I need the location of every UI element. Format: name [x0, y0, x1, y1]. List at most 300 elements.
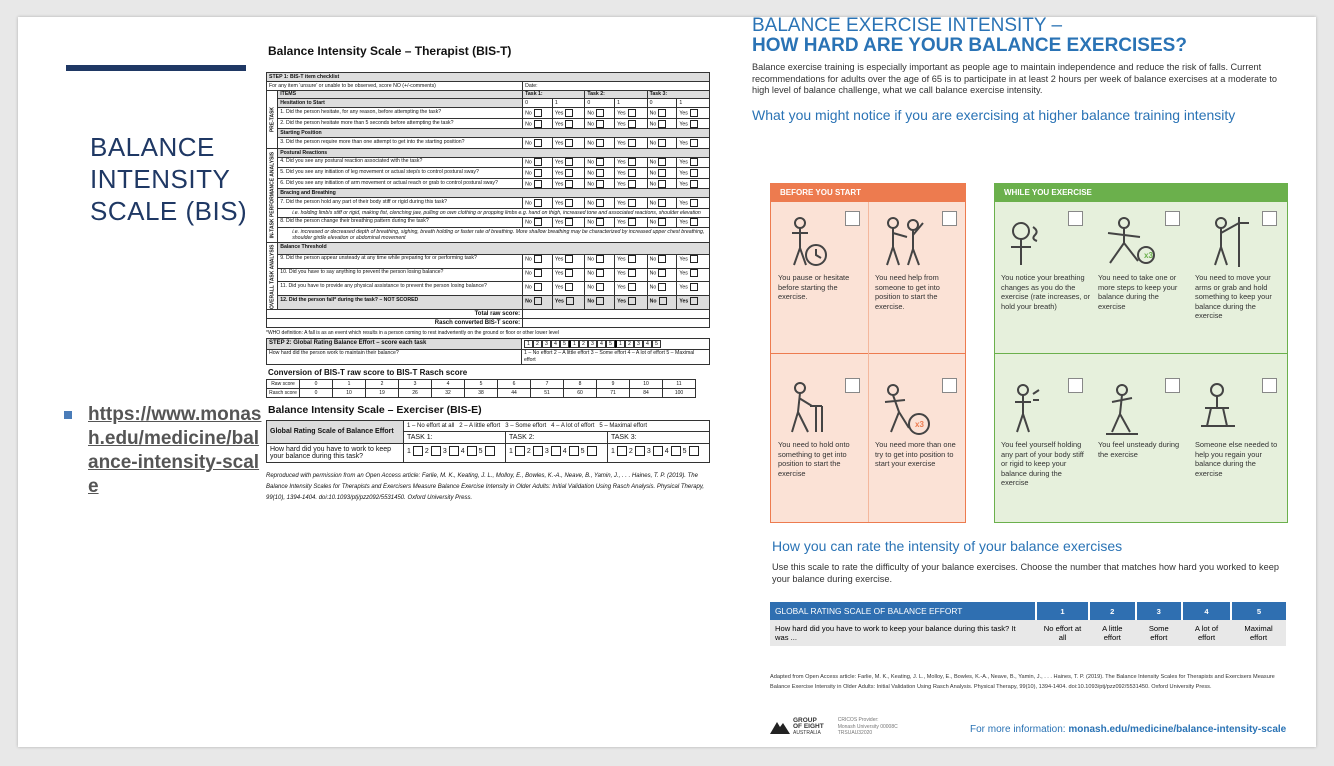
yes-checkbox[interactable] [615, 157, 647, 168]
question-text: 11. Did you have to provide any physical assistance to prevent the person losing balance? [278, 282, 523, 296]
no-label: No [649, 140, 657, 147]
no-label: No [649, 298, 657, 305]
yes-label: Yes [617, 256, 626, 263]
question-text: 10. Did you have to say anything to prevent the person losing balance? [278, 268, 523, 282]
no-label: No [587, 284, 595, 291]
yes-checkbox[interactable] [552, 157, 584, 168]
bis-t-checklist [266, 72, 710, 328]
effort-number: 1 [407, 447, 411, 455]
yes-checkbox[interactable] [615, 168, 647, 179]
no-checkbox[interactable] [585, 178, 615, 189]
effort-checkbox[interactable] [671, 446, 681, 456]
no-label: No [525, 110, 532, 117]
no-checkbox[interactable] [523, 268, 553, 282]
score-box[interactable]: 2 [579, 340, 588, 348]
yes-checkbox[interactable] [677, 157, 710, 168]
yes-checkbox[interactable] [552, 296, 584, 310]
yes-checkbox[interactable] [677, 168, 710, 179]
effort-checkbox[interactable] [551, 446, 561, 456]
yes-checkbox[interactable] [677, 217, 710, 228]
indicator-text: You feel unsteady during the exercise [1098, 440, 1180, 459]
yes-checkbox[interactable] [552, 178, 584, 189]
tick-box[interactable] [845, 378, 860, 393]
scale-1: 1 – No effort at all [407, 422, 455, 429]
rasch-cell: 100 [663, 388, 696, 397]
yes-label: Yes [679, 219, 688, 226]
slide-title [90, 131, 270, 227]
indicator-text: You feel yourself holding any part of your body stiff or rigid to keep your balance during the exercise [1001, 440, 1084, 487]
score-box[interactable]: 2 [625, 340, 634, 348]
yes-label: Yes [554, 219, 564, 226]
no-checkbox[interactable] [585, 168, 615, 179]
tick-box[interactable] [942, 211, 957, 226]
scale-4: 4 – A lot of effort [551, 422, 595, 429]
group-label-in: IN-TASK PERFORMANCE ANALYSIS [267, 148, 278, 242]
no-label: No [587, 159, 595, 166]
title-line: SCALE (BIS) [90, 196, 248, 226]
no-label: No [525, 180, 532, 187]
no-checkbox[interactable] [585, 217, 615, 228]
before-header: BEFORE YOU START [771, 184, 965, 202]
score-box[interactable]: 4 [551, 340, 560, 348]
more-info-label: For more information: [970, 724, 1066, 735]
task1-boxes[interactable] [404, 443, 506, 462]
scale-title: GLOBAL RATING SCALE OF BALANCE EFFORT [775, 606, 963, 616]
effort-checkbox[interactable] [449, 446, 459, 456]
score-box[interactable]: 3 [542, 340, 551, 348]
while-header: WHILE YOU EXERCISE [995, 184, 1287, 202]
effort-number: 3 [646, 447, 651, 455]
yes-label: Yes [679, 159, 688, 166]
q8-examples: i.e. increased or decreased depth of breathing, sighing, breath holding or faster rate of breathing. More shallow breathing may be characterized by increased upper chest breathing, shoulder girdle elevation or abdominal movement [278, 228, 710, 243]
no-checkbox[interactable] [523, 168, 553, 179]
effort-number: 5 [682, 447, 687, 455]
step2-score-boxes [522, 338, 710, 349]
yes-checkbox[interactable] [677, 282, 710, 296]
yes-checkbox[interactable] [615, 254, 647, 268]
raw-cell: 2 [366, 379, 399, 388]
indicator-item [1098, 380, 1188, 459]
yes-label: Yes [679, 120, 688, 127]
score-box[interactable]: 1 [524, 340, 533, 348]
no-checkbox[interactable] [647, 254, 677, 268]
indicator-item [778, 380, 868, 478]
more-info-link[interactable]: monash.edu/medicine/balance-intensity-scale [1068, 724, 1287, 735]
no-label: No [525, 120, 532, 127]
col-zero: 0 [647, 99, 677, 108]
table-row [267, 318, 710, 327]
tick-box[interactable] [942, 378, 957, 393]
no-checkbox[interactable] [647, 118, 677, 129]
yes-checkbox[interactable] [677, 118, 710, 129]
no-checkbox[interactable] [523, 296, 553, 310]
yes-checkbox[interactable] [615, 118, 647, 129]
no-label: No [525, 170, 532, 177]
tick-box[interactable] [1262, 211, 1277, 226]
no-label: No [587, 200, 595, 207]
question-text: 9. Did the person appear unsteady at any time while preparing for or performing task? [278, 254, 523, 268]
no-checkbox[interactable] [647, 168, 677, 179]
effort-number: 3 [442, 447, 447, 455]
info-intro: Balance exercise training is especially important as people age to maintain independence and reduce the risk of falls. Current recommendations for adults over the age of 65 is to participate in at least 2 hours per week of balance exercises at a moderate to high level of balance challenge, what we call balance exercise intensity. [752, 62, 1278, 95]
more-info [970, 724, 1286, 735]
items-header: ITEMS [278, 90, 523, 99]
no-checkbox[interactable] [585, 296, 615, 310]
no-checkbox[interactable] [523, 138, 553, 149]
yes-checkbox[interactable] [677, 198, 710, 209]
question-text: 12. Did the person fall* during the task? – NOT SCORED [278, 296, 523, 310]
yes-label: Yes [554, 298, 564, 305]
no-checkbox[interactable] [523, 118, 553, 129]
figure-icon [778, 213, 868, 273]
bis-document [266, 44, 716, 504]
tick-box[interactable] [1068, 211, 1083, 226]
yes-checkbox[interactable] [615, 217, 647, 228]
adapted-reference: Adapted from Open Access article: Farlie, M. K., Keating, J. L., Molloy, E., Bowles, K.-A., Neave, B., Yamin, J., . . . Haines, T. P. (2019). The Balance Intensity Scales for Therapists and Exercisers Measure Balance Exercise Intensity in Older Adults: Initial Validation Using Rasch Analysis. Physical Therapy, 99(10), 1394-1404. doi:10.1093/ptj/pzz092/5531450. Oxford University Press. [770, 674, 1275, 690]
table-row [267, 90, 710, 99]
section-hesitation: Hesitation to Start [278, 99, 523, 108]
logo-text: OF EIGHT [793, 722, 824, 730]
yes-checkbox[interactable] [552, 198, 584, 209]
no-label: No [587, 110, 595, 117]
yes-label: Yes [617, 219, 626, 226]
figure-icon [1098, 213, 1188, 273]
score-box[interactable]: 1 [615, 340, 625, 348]
step2-table [266, 338, 710, 365]
rasch-cell: 38 [465, 388, 498, 397]
no-label: No [649, 219, 657, 226]
go8-logo [770, 717, 898, 737]
yes-checkbox[interactable] [615, 198, 647, 209]
effort-checkbox[interactable] [515, 446, 525, 456]
indicator-item [1195, 213, 1285, 321]
no-label: No [587, 298, 595, 305]
rasch-label: Rasch score [267, 388, 300, 397]
yes-checkbox[interactable] [615, 268, 647, 282]
table-row [267, 268, 710, 282]
cricos-text: Monash University 00008C [837, 723, 898, 730]
no-label: No [587, 270, 595, 277]
no-checkbox[interactable] [523, 217, 553, 228]
scale-2: 2 – A little effort [459, 422, 501, 429]
table-row [267, 254, 710, 268]
yes-checkbox[interactable] [615, 178, 647, 189]
yes-label: Yes [679, 200, 688, 207]
effort-number: 3 [544, 447, 549, 455]
table-row [267, 138, 710, 149]
raw-cell: 10 [630, 379, 663, 388]
table-row [267, 310, 710, 319]
conversion-table [266, 379, 696, 398]
yes-checkbox[interactable] [552, 217, 584, 228]
no-checkbox[interactable] [585, 108, 615, 119]
yes-label: Yes [679, 140, 688, 147]
infographic [752, 16, 1282, 131]
question-text: 8. Did the person change their breathing pattern during the task? [278, 217, 523, 228]
score-box[interactable]: 5 [652, 340, 661, 348]
tick-box[interactable] [1165, 378, 1180, 393]
effort-number: 2 [526, 447, 531, 455]
cricos-text: TRSUAU32020 [837, 730, 873, 736]
no-checkbox[interactable] [647, 178, 677, 189]
yes-label: Yes [679, 256, 688, 263]
effort-checkbox[interactable] [635, 446, 645, 456]
yes-label: Yes [617, 110, 626, 117]
no-label: No [649, 200, 657, 207]
effort-checkbox[interactable] [413, 446, 423, 456]
score-box[interactable]: 3 [588, 340, 597, 348]
score-box[interactable]: 2 [533, 340, 542, 348]
yes-label: Yes [554, 170, 564, 177]
bis-website-link[interactable]: https://www.monash.edu/medicine/balance-intensity-scale [88, 404, 262, 497]
indicator-text: You need help from someone to get into position to start the exercise. [875, 273, 940, 311]
scale-num: 2 [1089, 602, 1135, 620]
scale-3: 3 – Some effort [505, 422, 547, 429]
yes-checkbox[interactable] [552, 282, 584, 296]
e-task2: TASK 2: [506, 431, 608, 443]
yes-checkbox[interactable] [615, 138, 647, 149]
effort-checkbox[interactable] [587, 446, 597, 456]
yes-checkbox[interactable] [677, 296, 710, 310]
group-label-post: OVERALL TASK ANALYSIS [267, 243, 278, 310]
conversion-title: Conversion of BIS-T raw score to BIS-T Rasch score [268, 367, 468, 377]
rasch-cell: 0 [300, 388, 333, 397]
table-row [267, 198, 710, 209]
yes-checkbox[interactable] [552, 108, 584, 119]
rate-heading: How you can rate the intensity of your balance exercises [772, 538, 1123, 554]
yes-checkbox[interactable] [615, 108, 647, 119]
no-checkbox[interactable] [523, 157, 553, 168]
effort-checkbox[interactable] [533, 446, 543, 456]
effort-number: 4 [460, 447, 465, 455]
yes-label: Yes [554, 180, 564, 187]
bis-e-scale [404, 420, 710, 431]
x3-label: x3 [915, 420, 924, 429]
no-label: No [649, 270, 657, 277]
yes-label: Yes [554, 200, 564, 207]
yes-label: Yes [617, 284, 626, 291]
no-label: No [525, 298, 533, 305]
yes-label: Yes [554, 270, 564, 277]
figure-icon [778, 380, 868, 440]
e-task3: TASK 3: [608, 431, 710, 443]
table-row [267, 243, 710, 255]
tick-box[interactable] [1262, 378, 1277, 393]
indicator-text: Someone else needed to help you regain your balance during the exercise [1195, 440, 1278, 478]
tick-box[interactable] [845, 211, 860, 226]
no-checkbox[interactable] [585, 138, 615, 149]
score-box[interactable]: 4 [643, 340, 652, 348]
x3-label: x3 [1144, 251, 1153, 260]
yes-checkbox[interactable] [552, 118, 584, 129]
task2-boxes[interactable] [506, 443, 608, 462]
no-label: No [525, 140, 532, 147]
no-checkbox[interactable] [647, 282, 677, 296]
yes-label: Yes [617, 159, 626, 166]
table-row [267, 296, 710, 310]
effort-checkbox[interactable] [653, 446, 663, 456]
effort-number: 5 [580, 447, 585, 455]
no-checkbox[interactable] [523, 178, 553, 189]
no-checkbox[interactable] [585, 254, 615, 268]
bis-t-title: Balance Intensity Scale – Therapist (BIS-T) [268, 44, 512, 58]
yes-label: Yes [617, 120, 626, 127]
yes-checkbox[interactable] [552, 138, 584, 149]
logo-text: AUSTRALIA [793, 729, 821, 736]
yes-checkbox[interactable] [677, 268, 710, 282]
no-label: No [587, 180, 595, 187]
indicator-item [1098, 213, 1188, 311]
title-line-2: HOW HARD ARE YOUR BALANCE EXERCISES? [752, 35, 1187, 56]
no-checkbox[interactable] [647, 138, 677, 149]
col-zero: 0 [585, 99, 615, 108]
no-checkbox[interactable] [585, 282, 615, 296]
scale-label: Maximal effort [1244, 624, 1273, 642]
no-checkbox[interactable] [647, 157, 677, 168]
no-checkbox[interactable] [647, 268, 677, 282]
score-box[interactable]: 3 [634, 340, 643, 348]
question-text: 5. Did you see any initiation of leg movement or actual step/s to control postural sway? [278, 168, 523, 179]
no-label: No [525, 256, 532, 263]
no-label: No [525, 200, 532, 207]
no-checkbox[interactable] [585, 268, 615, 282]
rasch-cell: 10 [333, 388, 366, 397]
tick-box[interactable] [1165, 211, 1180, 226]
yes-checkbox[interactable] [552, 268, 584, 282]
rasch-cell: 51 [531, 388, 564, 397]
yes-checkbox[interactable] [615, 296, 647, 310]
yes-label: Yes [679, 180, 688, 187]
score-box[interactable]: 5 [560, 340, 569, 348]
effort-number: 5 [478, 447, 483, 455]
yes-label: Yes [617, 180, 626, 187]
task3-boxes[interactable] [608, 443, 710, 462]
task3-header: Task 3: [647, 90, 709, 99]
no-checkbox[interactable] [585, 118, 615, 129]
no-label: No [649, 170, 657, 177]
effort-checkbox[interactable] [467, 446, 477, 456]
rasch-cell: 71 [597, 388, 630, 397]
table-row [267, 108, 710, 119]
no-label: No [587, 170, 595, 177]
table-row [267, 189, 710, 198]
effort-checkbox[interactable] [689, 446, 699, 456]
yes-checkbox[interactable] [615, 282, 647, 296]
link-bullet [64, 403, 264, 499]
yes-label: Yes [554, 120, 564, 127]
score-box[interactable]: 1 [569, 340, 579, 348]
indicator-item [1001, 380, 1091, 488]
no-label: No [525, 159, 532, 166]
score-box[interactable]: 4 [597, 340, 606, 348]
table-row [267, 178, 710, 189]
scale-label: A lot of effort [1194, 624, 1219, 642]
q7-examples: i.e. holding limb/s stiff or rigid, making fist, clenching jaw, pulling on own clothing or propping limbs e.g. hand on thigh, increased tone and associated reactions, shoulder elevation [278, 208, 710, 217]
score-box[interactable]: 5 [606, 340, 615, 348]
raw-cell: 1 [333, 379, 366, 388]
rasch-score: Rasch converted BIS-T score: [267, 318, 523, 327]
effort-checkbox[interactable] [617, 446, 627, 456]
tick-box[interactable] [1068, 378, 1083, 393]
no-checkbox[interactable] [523, 198, 553, 209]
yes-checkbox[interactable] [552, 254, 584, 268]
no-checkbox[interactable] [647, 198, 677, 209]
yes-label: Yes [617, 200, 626, 207]
table-row [267, 148, 710, 157]
rasch-cell: 60 [564, 388, 597, 397]
indicator-text: You need more than one try to get into position to start your exercise [875, 440, 956, 468]
table-row [267, 157, 710, 168]
effort-number: 2 [628, 447, 633, 455]
rate-intro: Use this scale to rate the difficulty of your balance exercises. Choose the number that matches how hard you worked to keep your balance during exercise. [772, 562, 1279, 584]
indicator-item [1195, 380, 1285, 478]
no-label: No [649, 180, 657, 187]
group-label-pre: PRE-TASK [267, 90, 278, 148]
yes-label: Yes [617, 270, 626, 277]
effort-checkbox[interactable] [431, 446, 441, 456]
indicator-text: You need to move your arms or grab and hold something to keep your balance during the exercise [1195, 273, 1272, 320]
no-checkbox[interactable] [585, 198, 615, 209]
effort-scale-table [770, 602, 1286, 646]
effort-number: 2 [424, 447, 429, 455]
total-raw-score: Total raw score: [267, 310, 523, 319]
raw-label: Raw score [267, 379, 300, 388]
bis-e-table [266, 420, 710, 463]
effort-number: 1 [611, 447, 615, 455]
go8-mark-icon [770, 720, 790, 734]
effort-number: 1 [509, 447, 513, 455]
task2-header: Task 2: [585, 90, 647, 99]
effort-checkbox[interactable] [569, 446, 579, 456]
doc-reference: Reproduced with permission from an Open Access article: Farlie, M. K., Keating, J. L., Molloy, E., Bowles, K.-A., Neave, B., Yamin, J., . . . Haines, T. P. (2019). The Balance Intensity Scales for Therapists and Exercisers Measure Balance Exercise Intensity in Older Adults: Initial Validation Using Rasch Analysis. Physical Therapy, 99(10), 1394-1404. doi:10.1093/ptj/pzz092/5531450. Oxford University Press. [266, 472, 705, 501]
indicator-item [875, 213, 965, 311]
scale-question: How hard did you have to work to keep your balance during this task? It was ... [775, 624, 1016, 642]
table-row [267, 208, 710, 217]
col-one: 1 [615, 99, 647, 108]
title-line-1: BALANCE EXERCISE INTENSITY – [752, 15, 1063, 36]
no-checkbox[interactable] [647, 108, 677, 119]
rasch-cell: 84 [630, 388, 663, 397]
title-line: BALANCE [90, 132, 215, 162]
notice-heading: What you might notice if you are exercising at higher balance training intensity [752, 106, 1236, 123]
table-row [267, 118, 710, 129]
who-definition: *WHO definition: A fall is as an event which results in a person coming to rest inadvertently on the ground or floor or other lower level [266, 329, 559, 336]
no-label: No [649, 120, 657, 127]
raw-cell: 9 [597, 379, 630, 388]
scale-label: A little effort [1102, 624, 1123, 642]
yes-label: Yes [554, 159, 564, 166]
indicator-item [1001, 213, 1091, 311]
no-checkbox[interactable] [647, 296, 677, 310]
no-label: No [587, 256, 595, 263]
no-checkbox[interactable] [523, 108, 553, 119]
yes-checkbox[interactable] [552, 168, 584, 179]
yes-label: Yes [554, 284, 564, 291]
no-checkbox[interactable] [523, 254, 553, 268]
no-checkbox[interactable] [585, 157, 615, 168]
yes-checkbox[interactable] [677, 254, 710, 268]
no-checkbox[interactable] [523, 282, 553, 296]
scale-num: 3 [1136, 602, 1182, 620]
cricos-text: CRICOS Provider: [837, 717, 879, 723]
yes-checkbox[interactable] [677, 178, 710, 189]
effort-checkbox[interactable] [485, 446, 495, 456]
question-text: 4. Did you see any postural reaction associated with the task? [278, 157, 523, 168]
no-checkbox[interactable] [647, 217, 677, 228]
question-text: 3. Did the person require more than one attempt to get into the starting position? [278, 138, 523, 149]
yes-checkbox[interactable] [677, 108, 710, 119]
yes-checkbox[interactable] [677, 138, 710, 149]
